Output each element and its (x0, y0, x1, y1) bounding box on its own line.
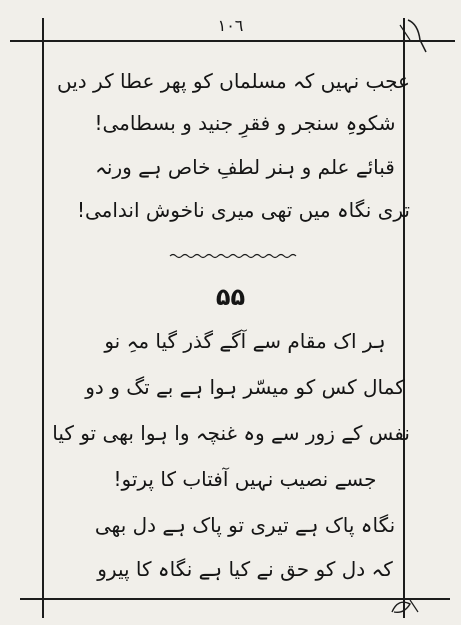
poem-2-line-6: کہ دل کو حق نے کیا ہے نگاہ کا پیرو (97, 557, 393, 581)
poem-1-line-1: عجب نہیں کہ مسلماں کو پھر عطا کر دیں (56, 69, 410, 93)
poem-1-line-3: قبائے علم و ہنر لطفِ خاص ہے ورنہ (95, 155, 395, 179)
poem-2-line-1: ہر اک مقام سے آگے گذر گیا مہِ نو (104, 329, 386, 353)
poem-2-line-3: نفس کے زور سے وہ غنچہ وا ہوا بھی تو کیا (52, 421, 410, 445)
page-number: ١٠٦ (217, 16, 244, 35)
poem-2-line-5: نگاہ پاک ہے تیری تو پاک ہے دل بھی (94, 513, 396, 537)
poem-1-line-2: شکوہِ سنجر و فقرِ جنید و بسطامی! (94, 111, 396, 135)
poem-2-line-2: کمال کس کو میسّر ہوا ہے بے تگ و دو (85, 375, 405, 399)
poem-number: ۵۵ (215, 283, 246, 311)
poem-2-line-4: جسے نصیب نہیں آفتاب کا پرتو! (113, 467, 377, 491)
poem-1-line-4: تری نگاہ میں تھی میری ناخوش اندامی! (76, 198, 410, 222)
